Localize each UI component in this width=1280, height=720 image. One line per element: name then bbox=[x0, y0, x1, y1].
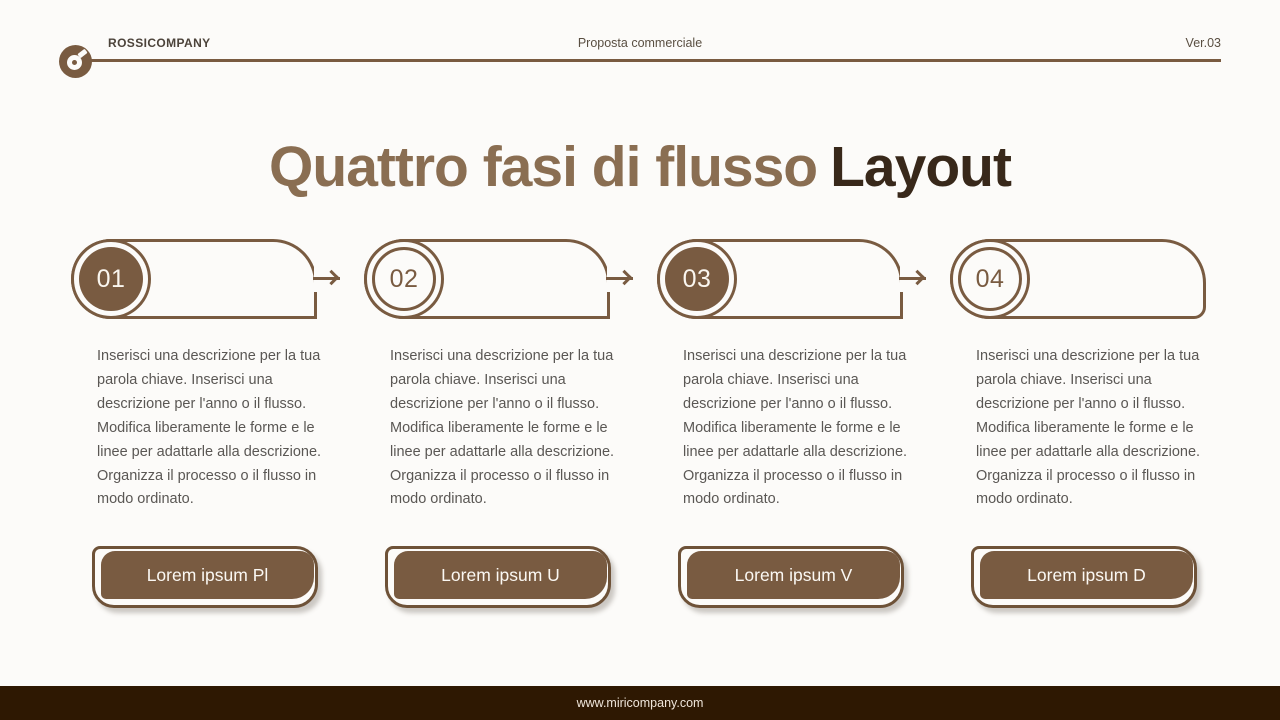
stage-4 bbox=[950, 239, 1201, 620]
arrow-right-head-icon bbox=[617, 270, 633, 286]
stage-1 bbox=[71, 239, 322, 620]
stage-4-badge bbox=[950, 239, 1030, 319]
stage-1-button[interactable] bbox=[92, 546, 318, 608]
header-divider bbox=[90, 59, 1221, 62]
stage-4-pill bbox=[950, 239, 1206, 319]
stage-2-description: Inserisci una descrizione per la tua parola chiave. Inserisci una descrizione per l'anno o il flusso. Modifica liberamente le forme e le linee per adattarle alla descrizione. Organizza il processo o il flusso in modo ordinato. bbox=[390, 348, 615, 508]
arrow-right-head-icon bbox=[910, 270, 926, 286]
page-title-rest: Layout bbox=[830, 135, 1011, 199]
stage-4-number: 04 bbox=[958, 247, 1022, 311]
stage-3-pill bbox=[657, 239, 903, 319]
stage-2-button[interactable] bbox=[385, 546, 611, 608]
stage-2 bbox=[364, 239, 615, 620]
arrow-right-head-icon bbox=[324, 270, 340, 286]
stage-1-pill bbox=[71, 239, 317, 319]
page-title-highlight: Quattro fasi di flusso bbox=[269, 135, 818, 199]
stage-4-button[interactable] bbox=[971, 546, 1197, 608]
logo-hole-shape bbox=[72, 60, 77, 65]
stage-4-description: Inserisci una descrizione per la tua parola chiave. Inserisci una descrizione per l'anno o il flusso. Modifica liberamente le forme e le linee per adattarle alla descrizione. Organizza il processo o il flusso in modo ordinato. bbox=[976, 348, 1201, 508]
page-title bbox=[0, 136, 1280, 199]
stage-3-badge bbox=[657, 239, 737, 319]
stage-2-badge bbox=[364, 239, 444, 319]
stage-1-description: Inserisci una descrizione per la tua parola chiave. Inserisci una descrizione per l'anno o il flusso. Modifica liberamente le forme e le linee per adattarle alla descrizione. Organizza il processo o il flusso in modo ordinato. bbox=[97, 348, 322, 508]
version-label: Ver.03 bbox=[1185, 36, 1221, 50]
stage-4-button-label: Lorem ipsum D bbox=[980, 551, 1193, 599]
stage-2-number: 02 bbox=[372, 247, 436, 311]
stage-3 bbox=[657, 239, 908, 620]
stage-3-button-label: Lorem ipsum V bbox=[687, 551, 900, 599]
stage-3-button[interactable] bbox=[678, 546, 904, 608]
stage-3-description: Inserisci una descrizione per la tua parola chiave. Inserisci una descrizione per l'anno o il flusso. Modifica liberamente le forme e le linee per adattarle alla descrizione. Organizza il processo o il flusso in modo ordinato. bbox=[683, 348, 908, 508]
stage-2-button-label: Lorem ipsum U bbox=[394, 551, 607, 599]
brand-name: ROSSICOMPANY bbox=[108, 36, 211, 50]
stage-1-button-label: Lorem ipsum Pl bbox=[101, 551, 314, 599]
stage-1-number: 01 bbox=[79, 247, 143, 311]
stage-1-badge bbox=[71, 239, 151, 319]
header-subtitle: Proposta commerciale bbox=[577, 36, 703, 50]
footer-bar bbox=[0, 686, 1280, 720]
footer-url[interactable]: www.miricompany.com bbox=[576, 696, 704, 710]
stage-3-number: 03 bbox=[665, 247, 729, 311]
stage-2-pill bbox=[364, 239, 610, 319]
